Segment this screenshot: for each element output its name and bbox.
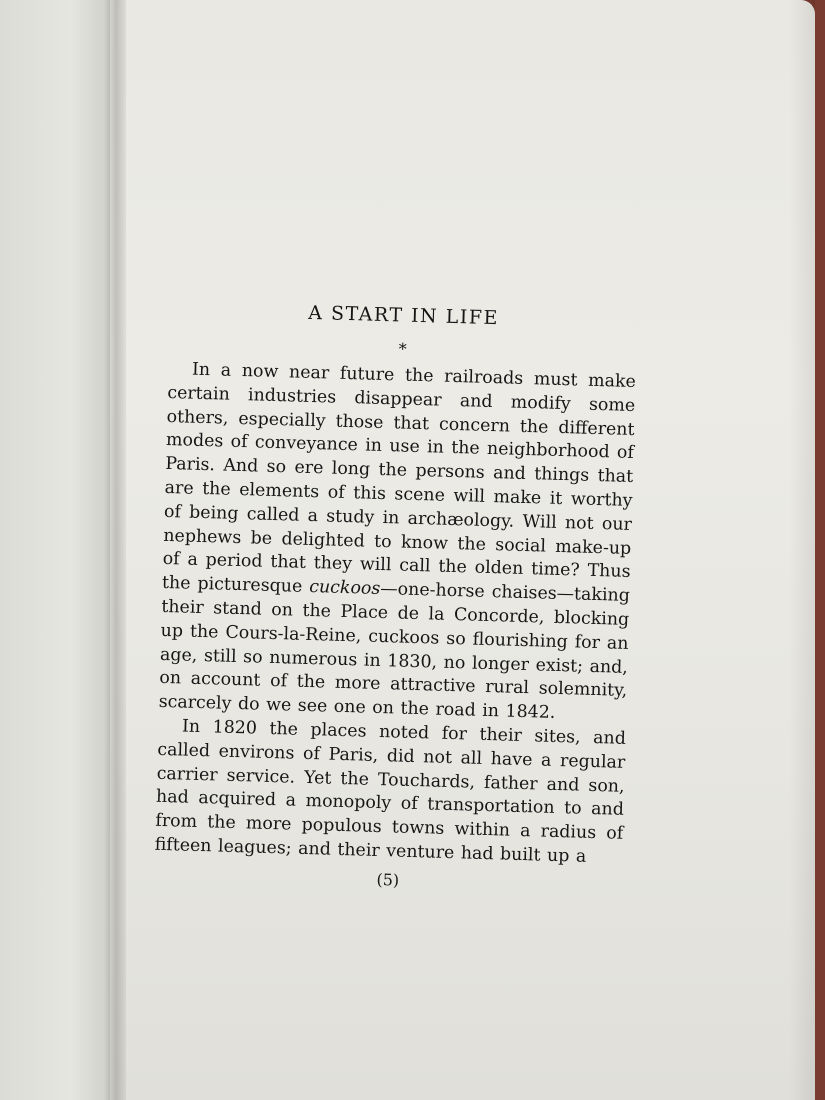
page-text-block [154, 298, 638, 896]
paragraph-1 [158, 358, 636, 728]
left-page [0, 0, 118, 1100]
paragraph-1-part-2: —one-horse chaises—taking their stand on the Place de la Concorde, blocking up the Cours-la-Reine, cuckoos so flourishing for an age, still so numerous in 1830, no longer exist; and, on account of the more attractive rural solemnity, scarcely do we see one on the road in 1842. [158, 579, 631, 724]
paragraph-1-part-1: In a now near future the railroads must make certain industries disappear and modify some others, especially those that concern the different modes of conveyance in use in the neighborhood of Paris. And so ere long the persons and things that are the elements of this scene will make it worthy of being called a study in archæology. Will not our nephews be delighted to know the social make-up of a period that they will call the olden time? Thus the picturesque [161, 359, 637, 598]
page-number: (5) [376, 869, 400, 890]
italic-word-cuckoos: cuckoos [308, 577, 381, 600]
paragraph-2: In 1820 the places noted for their sites, and called environs of Paris, did not all have a regular carrier service. Yet the Touchards, father and son, had acquired a monopoly of transportation to and from the more populous towns within a radius of fifteen leagues; and their venture had built up a [154, 716, 627, 867]
chapter-title: A START IN LIFE [307, 301, 500, 330]
book-gutter [104, 0, 126, 1100]
right-page [110, 0, 815, 1100]
asterisk-ornament: * [398, 339, 407, 359]
